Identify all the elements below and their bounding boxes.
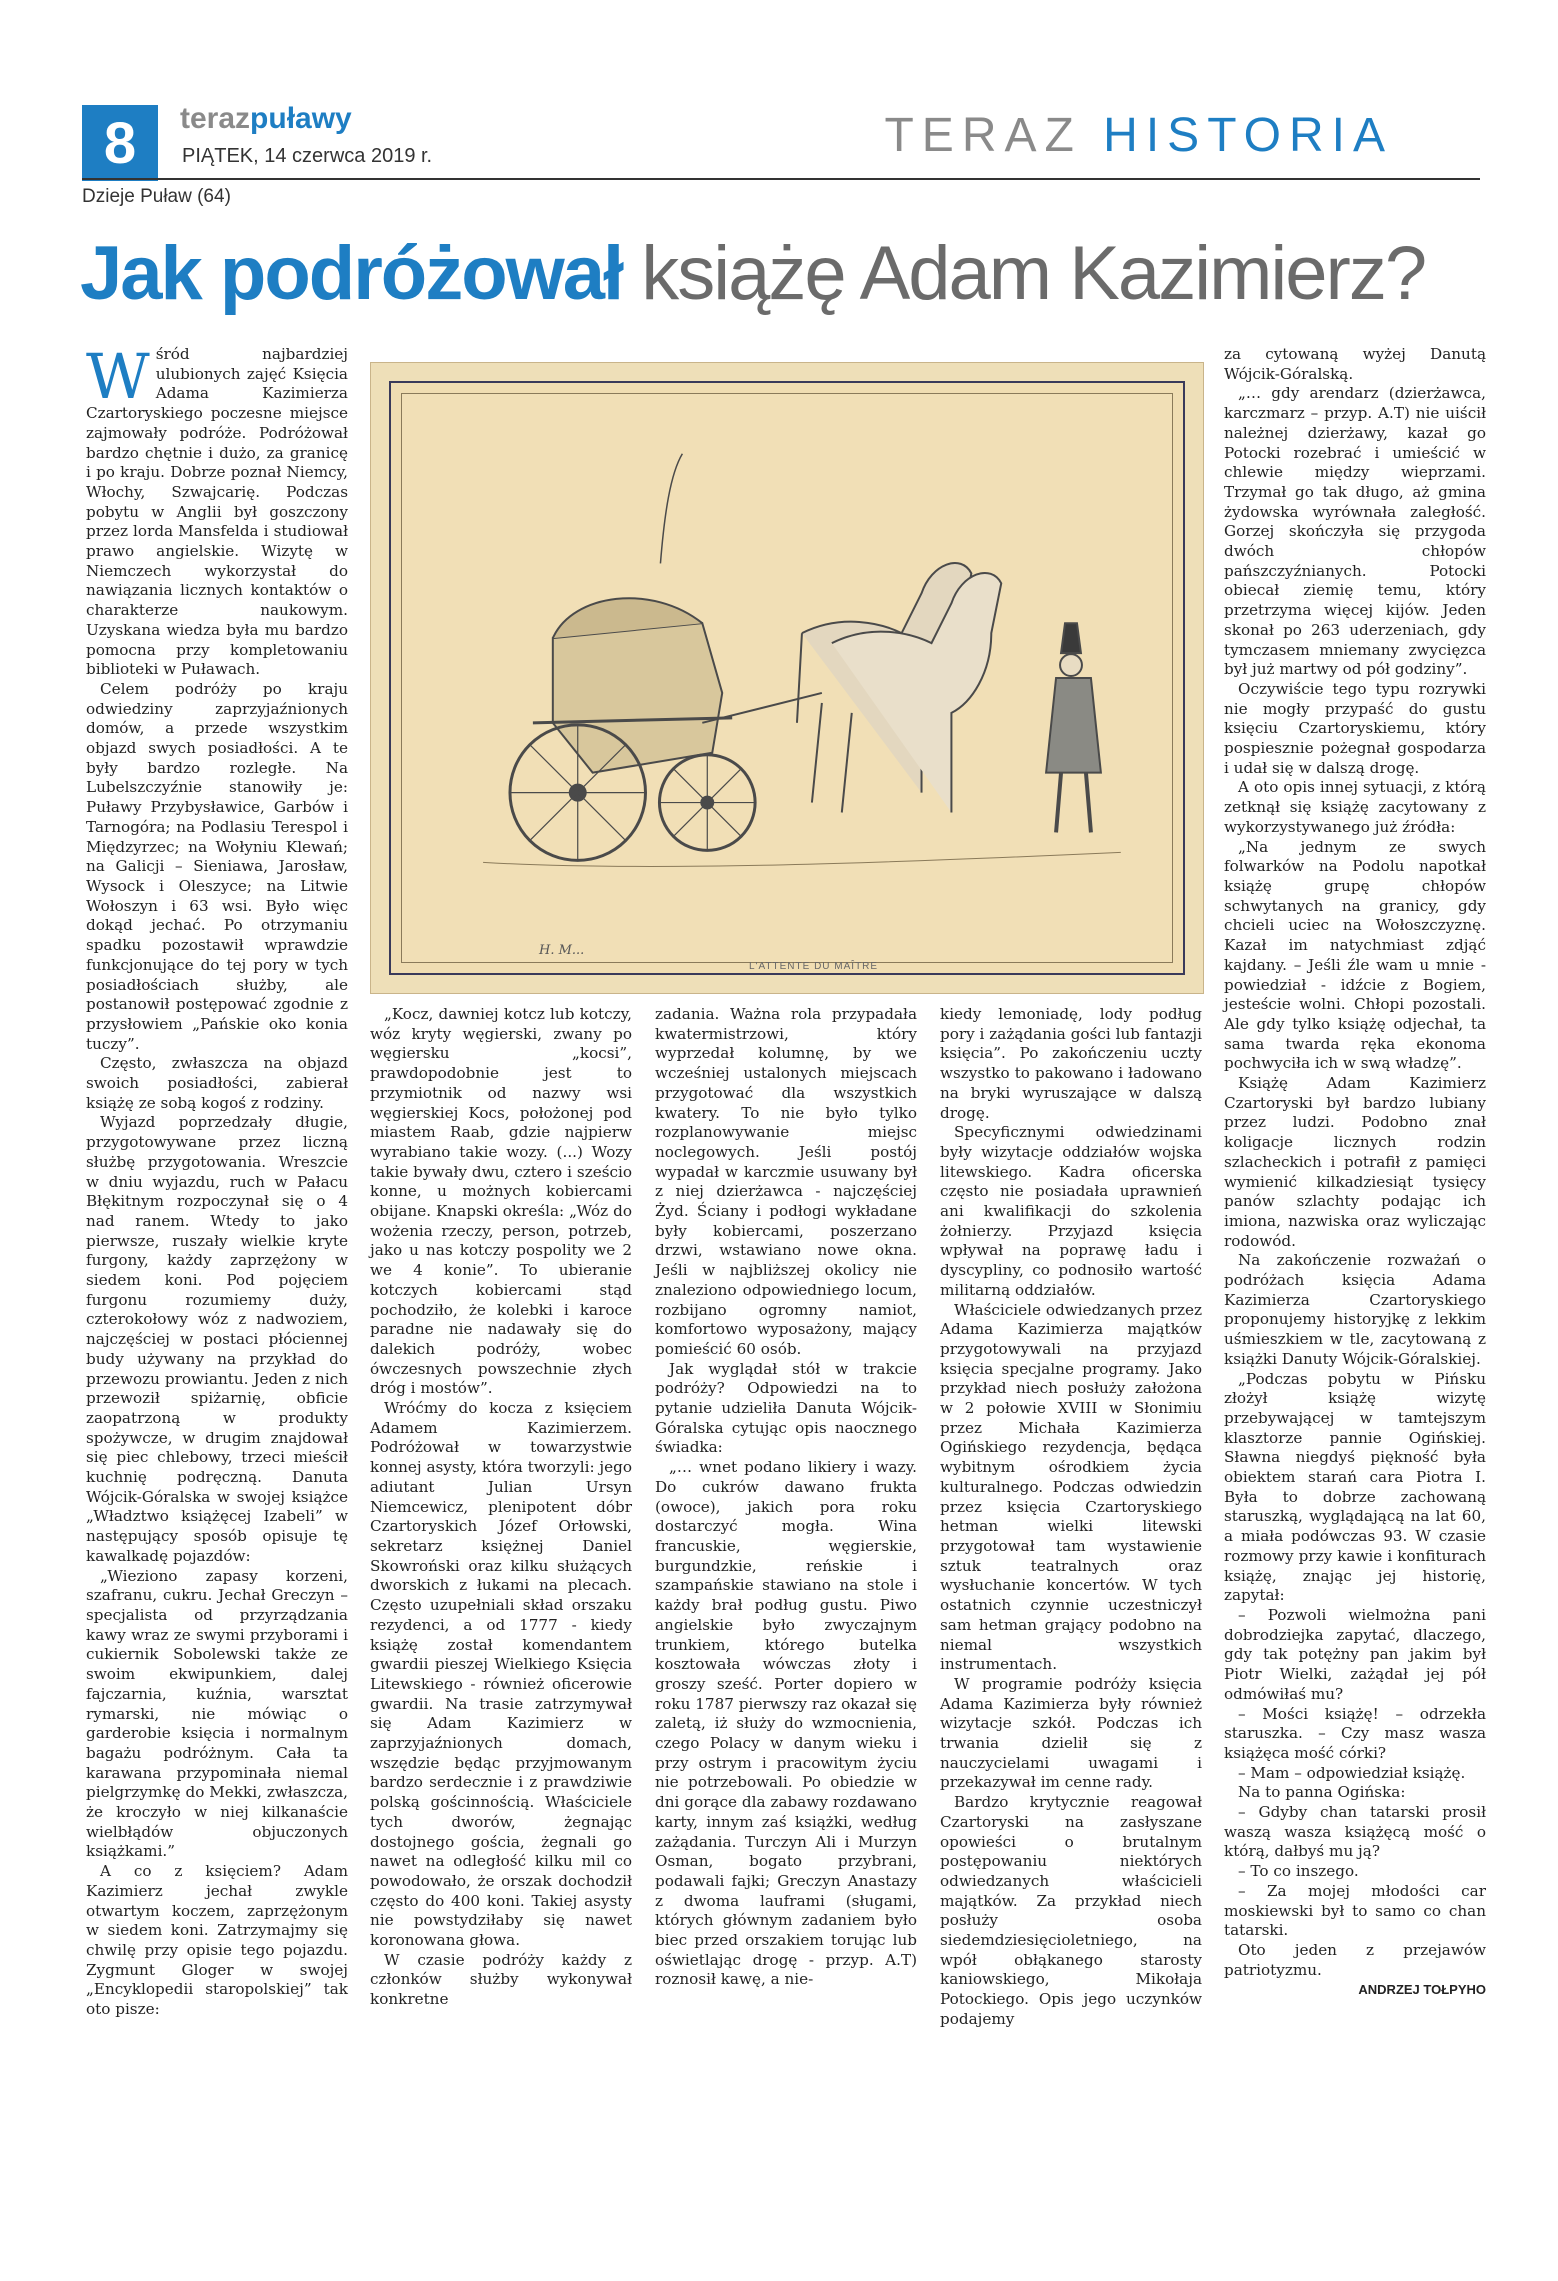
page-number: 8 [82,105,158,181]
logo-part-pulawy: puławy [250,102,352,135]
article-column-2 [370,1005,632,2010]
image-frame [389,381,1185,975]
dialogue-line: – Za mojej młodości car moskiewski był to samo co chan tatarski. [1224,1881,1486,1940]
article-column-4 [940,1005,1202,2030]
paragraph: Bardzo krytycznie reagował Czartoryski na zasłyszane opowieści o brutalnym postępowaniu niektórych odwiedzanych właścicieli majątków. Za przykład niech posłuży osoba siedemdziesięcioletniego, na wpół obłąkanego starosty kaniowskiego, Mikołaja Potockiego. Opis jego uczynków podajemy [940,1793,1202,2028]
quote-paragraph: „Wieziono zapasy korzeni, szafranu, cukru. Jechał Greczyn – specjalista od przyrządzania kawy wraz ze swymi przyborami i cukiernik Sobolewski także ze swoim ekwipunkiem, dalej fajczarnia, kuźnia, warsztat rymarski, nie mówiąc o garderobie księcia i normalnym bagażu podróżnym. Cała ta karawana przypominała niemal pielgrzymkę do Mekki, zwłaszcza, że kroczyło w niej kilkanaście wielbłądów objuczonych książkami.” [86,1566,348,1861]
paragraph: zadania. Ważna rola przypadała kwatermistrzowi, który wyprzedał kolumnę, by we wcześniej ustalonych miejscach przygotować dla wszystkich kwatery. To nie było tylko rozplanowywanie miejsc noclegowych. Jeśli postój wypadał w karczmie usuwany był z niej dzierżawca - najczęściej Żyd. Ściany i podłogi wykładane były kobiercami, poszerzano drzwi, wstawiano nowe okna. Jeśli w najbliższej okolicy nie znaleziono odpowiedniego locum, rozbijano ogromny namiot, komfortowo wyposażony, mający pomieścić 60 osób. [655,1005,917,1358]
paragraph: A oto opis innej sytuacji, z którą zetknął się książę zacytowany z wykorzystywanego już źródła: [1224,778,1486,836]
paragraph: W czasie podróży każdy z członków służby wykonywał konkretne [370,1950,632,2009]
image-caption: L'ATTENTE DU MAÎTRE [749,961,879,972]
quote-paragraph: „… wnet podano likiery i wazy. Do cukrów dawano frukta (owoce), jakich pora roku dostarczyć mogła. Wina francuskie, węgierskie, burgundzkie, reńskie i szampańskie stawiano na stole i każdy brał podług gustu. Piwo angielskie było zwyczajnym trunkiem, którego butelka kosztowała wówczas złoty i groszy sześć. Porter dopiero w roku 1787 pierwszy raz okazał się zaletą, iż służy do wzmocnienia, czego Polacy w danym wieku i przy ostrym i pracowitym życiu nie potrzebowali. Po obiedzie w dni gorące dla zabawy rozdawano karty, innym zaś książki, według zażądania. Turczyn Ali i Murzyn Osman, bogato przybrani, podawali fajki; Greczyn Anastazy z dwoma lauframi (sługami, których głównym zadaniem było biec przed orszakiem torując lub oświetlając drogę - przyp. A.T) roznosił kawę, a nie- [655,1458,917,1989]
section-title-part-a: TERAZ [884,109,1082,162]
paragraph-text: śród najbardziej ulubionych zajęć Księcia Adama Kazimierza Czartoryskiego poczesne miejsce zajmowały podróże. Podróżował bardzo chętnie i dużo, za granicę i po kraju. Dobrze poznał Niemcy, Włochy, Szwajcarię. Podczas pobytu w Anglii był goszczony przez lorda Mansfelda i studiował prawo angielskie. Wizytę w Niemczech wykorzystał do nawiązania licznych kontaktów o charakterze naukowym. Uzyskana wiedza była mu bardzo pomocna przy kompletowaniu biblioteki w Puławach. [86,345,348,679]
carriage-drawing [402,394,1172,962]
publication-logo [180,102,352,136]
paragraph: kiedy lemoniadę, lody podług pory i zażądania gości lub fantazji księcia”. Po zakończeniu uczty wszystko to pakowano i ładowano na bryki wyruszające w dalszą drogę. [940,1005,1202,1122]
paragraph: Na zakończenie rozważań o podróżach księcia Adama Kazimierza Czartoryskiego proponujemy historyjkę z lekkim uśmieszkiem w tle, zacytowaną z książki Danuty Wójcik-Góralskiej. [1224,1251,1486,1368]
dialogue-line: – Mości książę! – odrzekła staruszka. – Czy masz wasza książęca mość córki? [1224,1704,1486,1762]
paragraph: Często, zwłaszcza na objazd swoich posiadłości, zabierał książę ze sobą kogoś z rodziny. [86,1054,348,1112]
paragraph: Właściciele odwiedzanych przez Adama Kazimierza majątków przygotowywali na przyjazd księcia specjalne programy. Jako przykład niech posłuży założona w 2 połowie XVIII w Słonimiu przez Michała Kazimierza Ogińskiego rezydencja, będąca wybitnym ośrodkiem życia kulturalnego. Podczas odwiedzin przez księcia Czartoryskiego hetman wielki litewski przygotował tam wystawienie sztuk teatralnych oraz wysłuchanie koncertów. W tych ostatnich czynnie uczestniczył sam hetman grający podobno na niemal wszystkich instrumentach. [940,1300,1202,1674]
paragraph: Wróćmy do kocza z księciem Adamem Kazimierzem. Podróżował w towarzystwie konnej asysty, która tworzyli: jego adiutant Julian Ursyn Niemcewicz, plenipotent dóbr Czartoryskich Józef Orłowski, sekretarz księżnej Daniel Skowroński oraz kilku służących dworskich z łukami na plecach. Często uzupełniali skład orszaku rezydenci, a od 1777 - kiedy książę został komendantem gwardii pieszej Wielkiego Księcia Litewskiego - również oficerowie gwardii. Na trasie zatrzymywał się Adam Kazimierz w zaprzyjaźnionych domach, wszędzie będąc przyjmowanym bardzo serdecznie i z prawdziwie polską gościnnością. Właściciele tych dworów, żegnając dostojnego gościa, żegnali go nawet na odległość kilku mil co powodowało, że orszak dochodził często do 400 koni. Takiej asysty nie powstydziłaby się nawet koronowana głowa. [370,1399,632,1950]
image-inner-frame [401,393,1173,963]
article-column-5 [1224,345,1486,2000]
dialogue-line: – Mam – odpowiedział książę. [1238,1763,1466,1782]
quote-paragraph: „Kocz, dawniej kotcz lub kotczy, wóz kryty węgierski, zwany po węgiersku „kocsi”, prawdopodobnie jest to przymiotnik od nazwy wsi węgierskiej Kocs, położonej pod miastem Raab, gdzie najpierw wyrabiano takie wozy. (...) Wozy takie bywały dwu, cztero i sześcio konne, u możnych kobiercami obijane. Knapski określa: „Wóz do wożenia rzeczy, person, potrzeb, jako u nas kotczy pospolity we 2 we 4 konie”. To ubieranie kotczych kobiercami stąd pochodziło, że kolebki i karoce paradne nie nadawały się do dalekich podróży, wobec ówczesnych powszechnie złych dróg i mostów”. [370,1005,632,1398]
author-byline: ANDRZEJ TOŁPYHO [1358,1982,1486,1998]
section-title-part-b: HISTORIA [1103,109,1393,162]
paragraph: Oto jeden z przejawów patriotyzmu. [1224,1940,1486,1979]
paragraph: za cytowaną wyżej Danutą Wójcik-Góralską. [1224,345,1486,383]
artist-signature: H. M... [539,943,585,958]
paragraph: Specyficznymi odwiedzinami były wizytacje oddziałów wojska litewskiego. Kadra oficerska często nie posiadała uprawnień ani kwalifikacji do szkolenia żołnierzy. Przyjazd księcia wpływał na poprawę ładu i dyscypliny, co podnosiło wartość militarną oddziałów. [940,1123,1202,1299]
dialogue-line: – To co inszego. [1238,1862,1359,1881]
dialogue-line: – Gdyby chan tatarski prosił waszą wasza książęcą mość o którą, dałbyś mu ją? [1224,1803,1486,1861]
section-title [884,108,1393,163]
drop-cap: W [86,340,150,413]
headline-bold: Jak podróżował [80,231,623,316]
paragraph: Jak wyglądał stół w trakcie podróży? Odpowiedzi na to pytanie udzieliła Danuta Wójcik-Góralska cytując opis naocznego świadka: [655,1359,917,1457]
quote-paragraph: „… gdy arendarz (dzierżawca, karczmarz – przyp. A.T) nie uiścił należnej dzierżawy, kazał go Potocki rozebrać i umieścić w chlewie między wieprzami. Trzymał go tak długo, aż gmina żydowska wyrównała zaległość. Gorzej skończyła się przygoda dwóch chłopów pańszczyźnianych. Potocki obiecał ziemię temu, który przetrzyma więcej kijów. Jeden skonał po 263 uderzeniach, gdy tymczasem mniemany zwycięzca był już martwy od pół godziny”. [1224,384,1486,679]
article-headline [80,230,1500,317]
quote-paragraph: „Na jednym ze swych folwarków na Podolu napotkał książę grupę chłopów schwytanych na granicy, gdy chcieli uciec na Wołoszczyznę. Kazał im natychmiast zdjąć kajdany. – Jeśli źle wam u mnie - powiedział - idźcie z Bogiem, jesteście wolni. Chłopi pozostali. Ale gdy tylko książę odjechał, ta sama twarda ręka ekonoma pochwyciła ich w swą władzę”. [1224,837,1486,1073]
article-column-1 [86,340,348,2020]
dialogue-line: – Pozwoli wielmożna pani dobrodziejka zapytać, dlaczego, gdy tak potężny pan jakim był Piotr Wielki, zażądał jej pół odmówiłaś mu? [1224,1606,1486,1703]
paragraph: Celem podróży po kraju odwiedziny zaprzyjaźnionych domów, a przede wszystkim objazd swych posiadłości. A te były bardzo rozległe. Na Lubelszczyźnie stanowiły je: Puławy Przybysławice, Garbów i Tarnogóra; na Podlasiu Terespol i Międzyrzec; na Wołyniu Klewań; na Galicji – Sieniawa, Jarosław, Wysock i Oleszyce; na Litwie Wołoszyn i 63 wsi. Było więc dokąd jechać. Po otrzymaniu spadku pozostawił wprawdzie funkcjonujące do tej pory w tych posiadłościach służby, ale postanowił postępować zgodnie z przysłowiem „Pańskie oko konia tuczy”. [86,679,348,1053]
paragraph: Oczywiście tego typu rozrywki nie mogły przypaść do gustu księciu Czartoryskiemu, który pospiesznie pożegnał gospodarza i udał się w dalszą drogę. [1224,679,1486,777]
logo-part-teraz: teraz [180,102,251,135]
paragraph [86,340,348,680]
paragraph: Wyjazd poprzedzały długie, przygotowywane przez liczną służbę przygotowania. Wreszcie w dniu wyjazdu, ruch w Pałacu Błękitnym rozpoczynał się o 4 nad ranem. Wtedy to jako pierwsze, ruszały wielkie kryte furgony, każdy zaprzężony w siedem koni. Pod pojęciem furgonu rozumiemy duży, czterokołowy wóz z nadwoziem, najczęściej w postaci płóciennej budy używany na przykład do przewozu prowiantu. Jeden z nich przewoził spiżarnię, obficie zaopatrzoną w produkty spożywcze, w drugim znajdował się piec chlebowy, trzeci mieścił kuchnię podręczną. Danuta Wójcik-Góralska w swojej książce „Władztwo książęcej Izabeli” w następujący sposób opisuje tę kawalkadę pojazdów: [86,1113,348,1565]
series-label: Dzieje Puław (64) [82,186,231,207]
paragraph: W programie podróży księcia Adama Kazimierza były również wizytacje szkół. Podczas ich trwania dzielił się z nauczycielami uwagami i przekazywał im cenne rady. [940,1674,1202,1792]
paragraph: Książę Adam Kazimierz Czartoryski był bardzo lubiany przez ludzi. Podobno znał koligacje licznych rodzin szlacheckich i potrafił z pamięci wymienić kilkadziesiąt tysięcy panów szlachty podając ich imiona, nazwiska oraz wyliczając rodowód. [1224,1074,1486,1250]
issue-date: PIĄTEK, 14 czerwca 2019 r. [182,145,433,167]
quote-paragraph: „Podczas pobytu w Pińsku złożył książę wizytę przebywającej w tamtejszym klasztorze pannie Ogińskiej. Sławna niegdyś piękność była obiektem starań cara Piotra I. Była to dobrze zachowaną staruszką, wyglądającą na lat 60, a miała podówczas 93. W czasie rozmowy przy kawie i konfiturach książę, znając jej historię, zapytał: [1224,1369,1486,1605]
dialogue-line: Na to panna Ogińska: [1238,1783,1406,1802]
article-column-3 [655,1005,917,1990]
horse-carriage-lithograph-image [370,362,1204,994]
headline-light: książę Adam Kazimierz? [622,231,1426,316]
paragraph: A co z księciem? Adam Kazimierz jechał zwykle otwartym koczem, zaprzężonym w siedem koni. Zatrzymajmy się chwilę przy opisie tego pojazdu. Zygmunt Gloger w swojej „Encyklopedii staropolskiej” tak oto pisze: [86,1862,348,2019]
header-rule [82,178,1480,180]
